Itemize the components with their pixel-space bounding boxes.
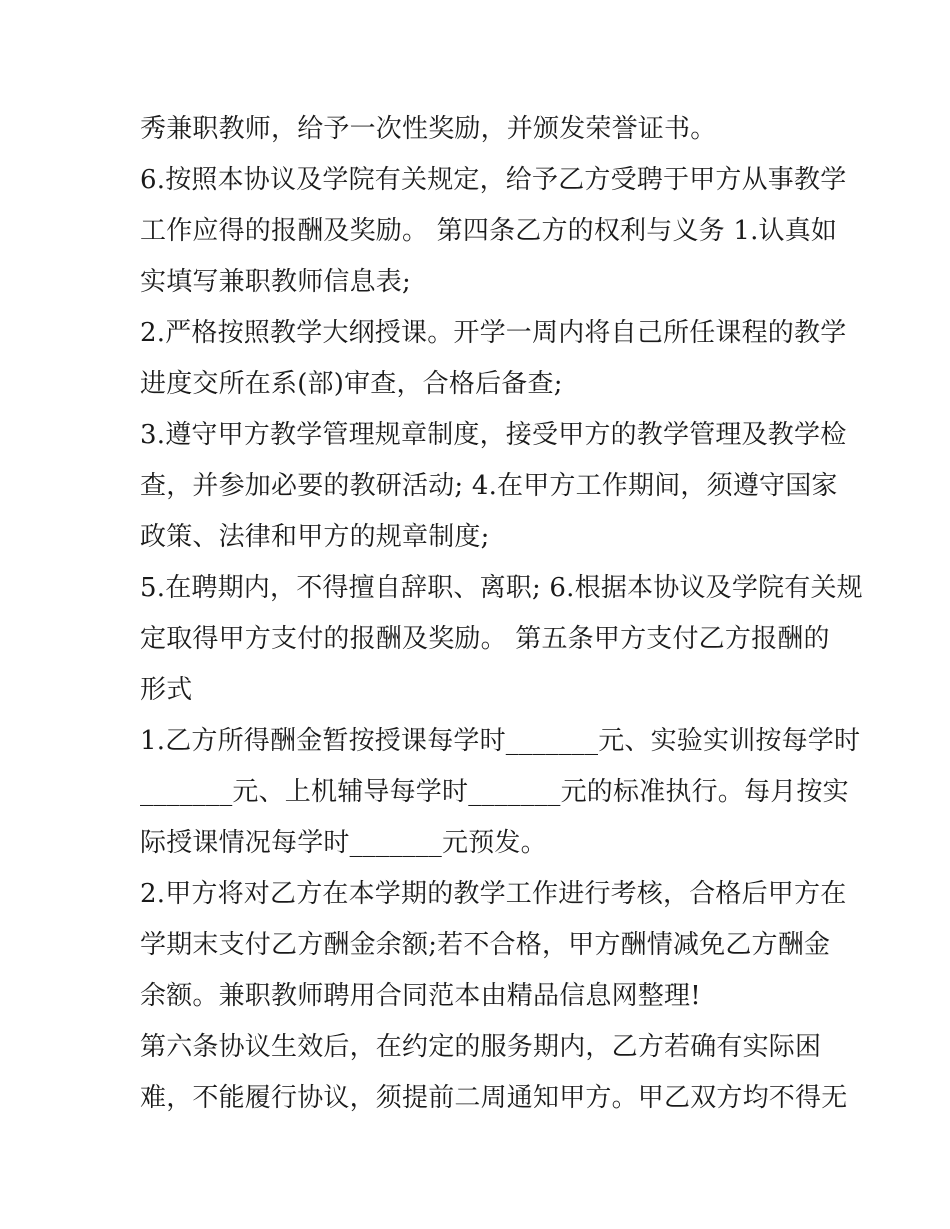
text-line: 第六条协议生效后，在约定的服务期内，乙方若确有实际困 (140, 1032, 822, 1062)
text-line: 2.严格按照教学大纲授课。开学一周内将自己所任课程的教学 (140, 318, 847, 348)
text-line: 6.按照本协议及学院有关规定，给予乙方受聘于甲方从事教学 (140, 165, 847, 195)
text-line: _______元、上机辅导每学时_______元的标准执行。每月按实 (140, 777, 849, 807)
text-line: 3.遵守甲方教学管理规章制度，接受甲方的教学管理及教学检 (140, 420, 847, 450)
text-line: 难，不能履行协议，须提前二周通知甲方。甲乙双方均不得无 (140, 1083, 848, 1113)
text-line: 余额。兼职教师聘用合同范本由精品信息网整理! (140, 981, 701, 1011)
text-line: 查，并参加必要的教研活动; 4.在甲方工作期间，须遵守国家 (140, 471, 838, 501)
text-line: 秀兼职教师，给予一次性奖励，并颁发荣誉证书。 (140, 114, 717, 144)
text-line: 1.乙方所得酬金暂按授课每学时_______元、实验实训按每学时 (140, 726, 861, 756)
text-line: 实填写兼职教师信息表; (140, 267, 411, 297)
text-line: 政策、法律和甲方的规章制度; (140, 522, 490, 552)
text-line: 进度交所在系(部)审查，合格后备查; (140, 369, 563, 399)
document-body (140, 104, 863, 1124)
text-line: 工作应得的报酬及奖励。 第四条乙方的权利与义务 1.认真如 (140, 216, 838, 246)
text-line: 5.在聘期内，不得擅自辞职、离职; 6.根据本协议及学院有关规 (140, 573, 863, 603)
text-line: 学期末支付乙方酬金余额;若不合格，甲方酬情减免乙方酬金 (140, 930, 831, 960)
text-line: 定取得甲方支付的报酬及奖励。 第五条甲方支付乙方报酬的 (140, 624, 830, 654)
text-line: 2.甲方将对乙方在本学期的教学工作进行考核，合格后甲方在 (140, 879, 847, 909)
text-line: 际授课情况每学时_______元预发。 (140, 828, 547, 858)
text-line: 形式 (140, 675, 193, 705)
